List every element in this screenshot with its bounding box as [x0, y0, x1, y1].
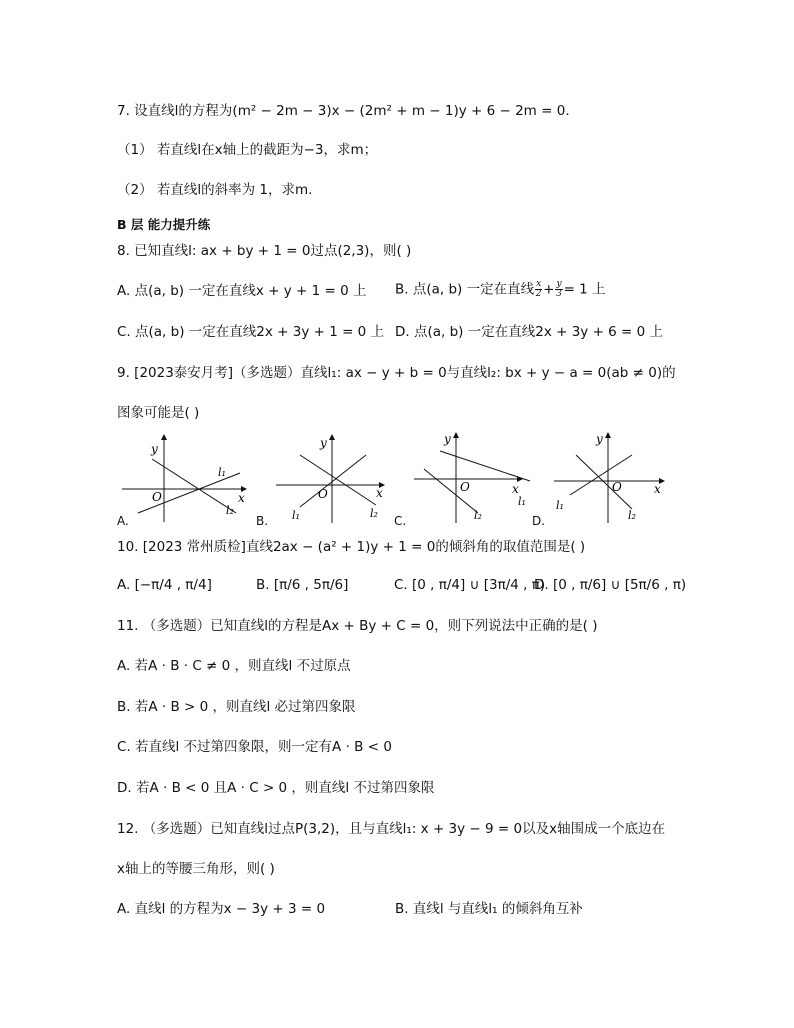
- q11-stem: 11. （多选题）已知直线l的方程是Ax + By + C = 0，则下列说法中正确的是( ): [117, 618, 598, 634]
- graph-c-y-label: y: [444, 432, 451, 446]
- graph-c-option-label: C.: [394, 514, 407, 528]
- q8-b-frac1: $\frac{x}{2}$: [535, 279, 542, 299]
- section-heading: B 层 能力提升练: [117, 217, 211, 232]
- q8-option-b: B. 点(a, b) 一定在直线 $\frac{x}{2}$ + $\frac{y}{3}$ = 1 上: [395, 279, 606, 299]
- q11-option-c: C. 若直线l 不过第四象限，则一定有A · B < 0: [117, 739, 392, 755]
- q10-option-c: C. [0 , π/4] ∪ [3π/4 , π): [394, 577, 546, 593]
- graph-d-x-label: x: [654, 482, 661, 496]
- q9-stem-line2: 图象可能是( ): [117, 405, 200, 421]
- graph-d-option-label: D.: [532, 514, 546, 528]
- graph-d-l2-label: l₂: [628, 509, 636, 522]
- q7-part2: （2） 若直线l的斜率为 1，求m.: [117, 182, 313, 198]
- graph-d-o-label: O: [612, 480, 622, 494]
- graph-c-l2: [424, 469, 478, 513]
- graph-a-x-label: x: [238, 491, 245, 505]
- graph-a-l1-label: l₁: [218, 466, 226, 479]
- graph-a-y-label: y: [151, 442, 158, 456]
- q10-option-b: B. [π/6 , 5π/6]: [256, 577, 349, 593]
- q11-option-b: B. 若A · B > 0 ，则直线l 必过第四象限: [117, 699, 356, 715]
- q8-b-frac2: $\frac{y}{3}$: [556, 279, 562, 299]
- q9-stem-line1: 9. [2023泰安月考]（多选题）直线l₁: ax − y + b = 0与直线l₂: bx + y − a = 0(ab ≠ 0)的: [117, 365, 676, 381]
- graph-b-l1: [300, 455, 366, 507]
- graph-d-y-label: y: [596, 432, 603, 446]
- graph-d: [554, 433, 664, 523]
- graph-a-option-label: A.: [117, 514, 129, 528]
- q8-option-c: C. 点(a, b) 一定在直线2x + 3y + 1 = 0 上: [117, 324, 385, 340]
- q12-stem-line2: x轴上的等腰三角形，则( ): [117, 861, 275, 877]
- graph-d-l1-label: l₁: [556, 499, 564, 512]
- graph-c-l1-label: l₁: [518, 495, 526, 508]
- q12-option-b: B. 直线l 与直线l₁ 的倾斜角互补: [395, 901, 583, 917]
- q8-option-b-suffix: = 1 上: [563, 281, 606, 298]
- graph-b-l2-label: l₂: [370, 507, 378, 520]
- q7-stem: 7. 设直线l的方程为(m² − 2m − 3)x − (2m² + m − 1)y + 6 − 2m = 0.: [117, 103, 570, 119]
- q10-option-d: D. [0 , π/6] ∪ [5π/6 , π): [534, 577, 687, 593]
- q7-part1: （1） 若直线l在x轴上的截距为−3，求m；: [117, 142, 378, 158]
- graph-b-y-label: y: [320, 436, 327, 450]
- graph-b-l1-label: l₁: [292, 509, 300, 522]
- q8-stem: 8. 已知直线l: ax + by + 1 = 0过点(2,3)，则( ): [117, 243, 412, 259]
- q8-option-a: A. 点(a, b) 一定在直线x + y + 1 = 0 上: [117, 283, 367, 299]
- graph-d-l1: [570, 455, 632, 495]
- q10-option-a: A. [−π/4 , π/4]: [117, 577, 212, 593]
- graph-c-l1: [440, 451, 530, 481]
- graph-b-option-label: B.: [256, 514, 269, 528]
- graph-c: [414, 433, 530, 523]
- graph-c-o-label: O: [460, 480, 470, 494]
- graph-a-l2-label: l₂: [226, 504, 234, 517]
- graph-b-x-label: x: [376, 486, 383, 500]
- q12-option-a: A. 直线l 的方程为x − 3y + 3 = 0: [117, 901, 326, 917]
- graph-c-l2-label: l₂: [474, 509, 482, 522]
- q11-option-a: A. 若A · B · C ≠ 0 ，则直线l 不过原点: [117, 658, 351, 674]
- graph-b-o-label: O: [318, 487, 328, 501]
- q11-option-d: D. 若A · B < 0 且A · C > 0 ，则直线l 不过第四象限: [117, 780, 435, 796]
- q10-stem: 10. [2023 常州质检]直线2ax − (a² + 1)y + 1 = 0的倾斜角的取值范围是( ): [117, 539, 586, 555]
- q8-option-d: D. 点(a, b) 一定在直线2x + 3y + 6 = 0 上: [395, 324, 664, 340]
- q8-option-b-prefix: B. 点(a, b) 一定在直线: [395, 281, 535, 298]
- graph-a-o-label: O: [152, 490, 162, 504]
- q12-stem-line1: 12. （多选题）已知直线l过点P(3,2)，且与直线l₁: x + 3y − 9 = 0以及x轴围成一个底边在: [117, 821, 666, 837]
- graph-c-x-label: x: [512, 482, 519, 496]
- graph-d-l2: [576, 455, 632, 509]
